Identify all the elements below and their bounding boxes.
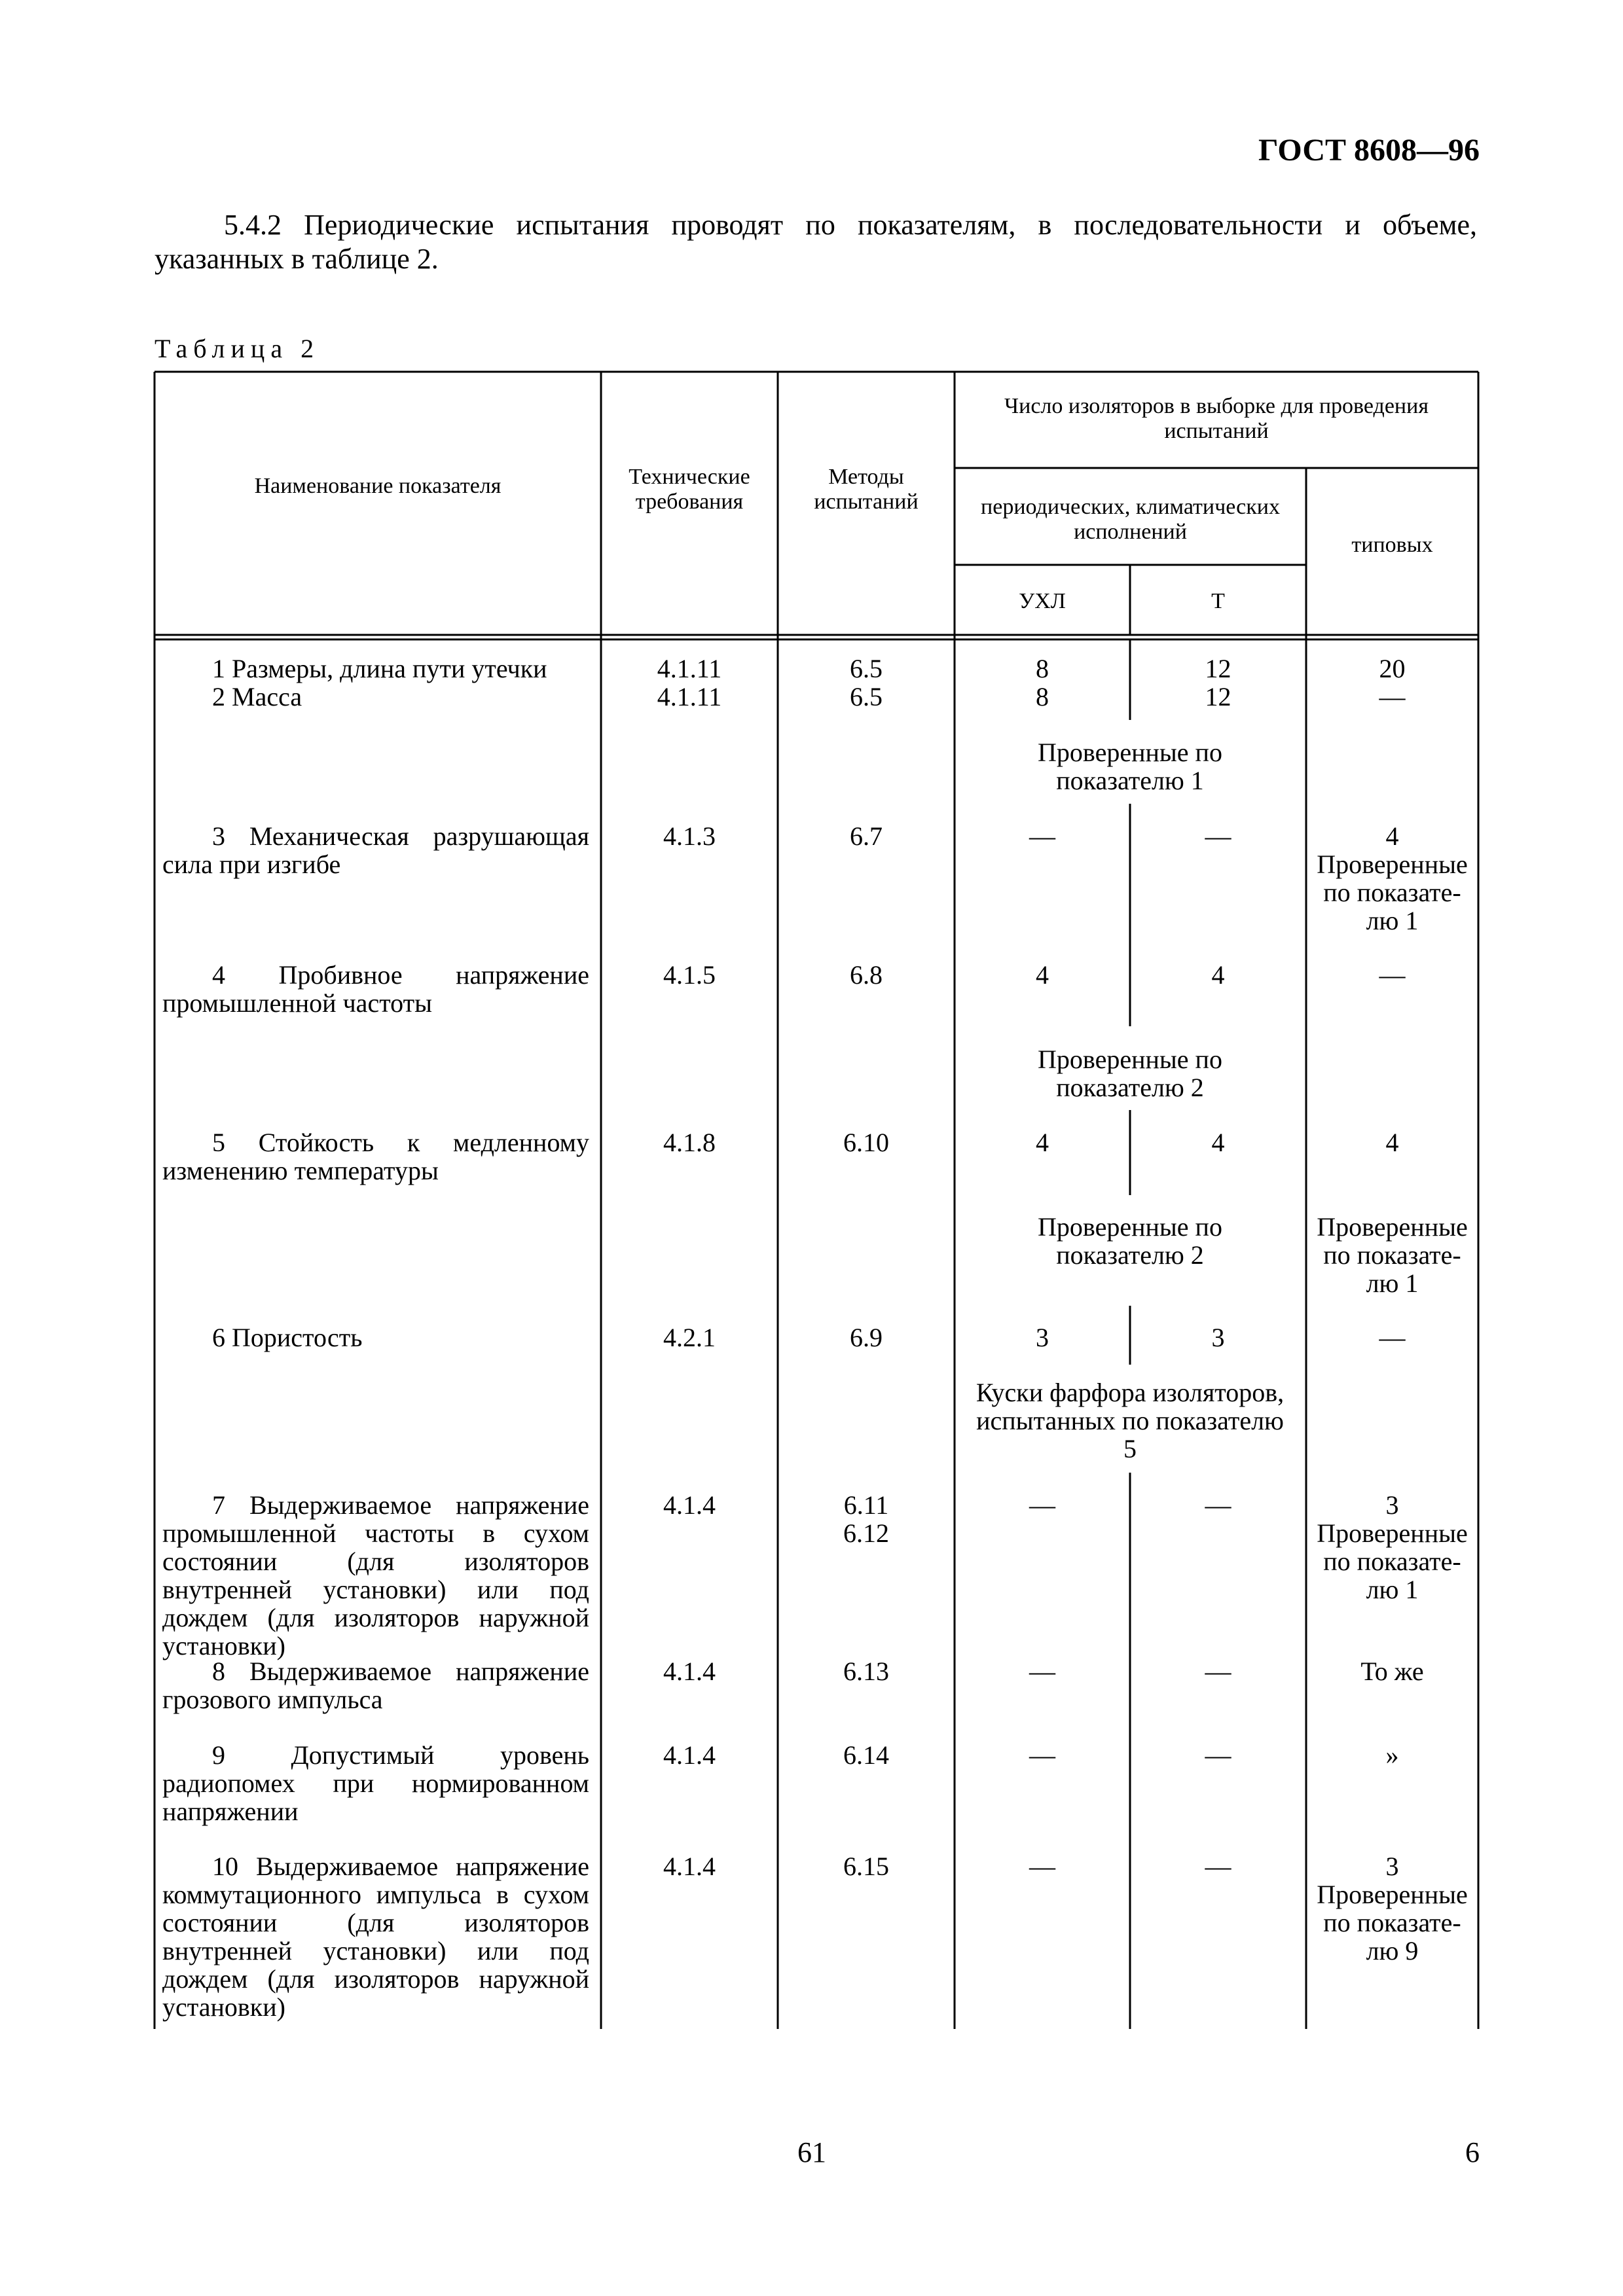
row-2-name: 2 Масса	[212, 682, 302, 711]
row-4-method: 6.8	[850, 960, 883, 990]
row-9-method: 6.14	[843, 1740, 889, 1770]
row-7-typical: 3	[1385, 1490, 1399, 1520]
row-9-t: —	[1205, 1740, 1231, 1770]
row-5-method: 6.10	[843, 1128, 889, 1157]
row-7-method-2: 6.12	[843, 1518, 889, 1548]
row-5-typical: 4	[1385, 1128, 1399, 1157]
header-name: Наименование показателя	[254, 474, 501, 498]
table-caption: Таблица 2	[155, 334, 320, 363]
row-1-uhl: 8	[1036, 654, 1049, 683]
row-7-name: 7 Выдерживаемое напряжение промышленной частоты в сухом состоянии (для изоляторов внутренней установки) или под дождем (для изоляторов наружной установки)	[162, 1490, 589, 1660]
row-6-tech: 4.2.1	[663, 1323, 716, 1352]
row-9-name: 9 Допустимый уровень радиопомех при нормированном напряжении	[162, 1740, 589, 1826]
row-3-name: 3 Механическая разрушающая сила при изгибе	[162, 821, 589, 879]
row-4-tech: 4.1.5	[663, 960, 716, 990]
header-t: Т	[1211, 589, 1225, 613]
row-7-t: —	[1205, 1490, 1231, 1520]
row-5-uhl: 4	[1036, 1128, 1049, 1157]
row-4-uhl: 4	[1036, 960, 1049, 990]
row-3-typical-note: Проверенные по показате-лю 1	[1317, 850, 1468, 935]
row-1-name: 1 Размеры, длина пути утечки	[212, 654, 547, 683]
row-7-typical-note: Проверенные по показате-лю 1	[1317, 1518, 1468, 1604]
row-10-tech: 4.1.4	[663, 1852, 716, 1881]
header-uhl: УХЛ	[1019, 589, 1066, 613]
row-3-t: —	[1205, 821, 1231, 851]
row-1-method: 6.5	[850, 654, 883, 683]
row-4-name: 4 Пробивное напряжение промышленной частоты	[162, 960, 589, 1018]
row-9-uhl: —	[1029, 1740, 1055, 1770]
row-1-typical: 20	[1379, 654, 1406, 683]
header-typical: типовых	[1351, 533, 1433, 557]
row-10-uhl: —	[1029, 1852, 1055, 1881]
note-typical-checked-by-1: Проверенные по показате-лю 1	[1317, 1212, 1468, 1298]
row-4-t: 4	[1211, 960, 1225, 990]
row-10-name: 10 Выдерживаемое напряжение коммутационного импульса в сухом состоянии (для изоляторов внутренней установки) или под дождем (для изоляторов наружной установки)	[162, 1852, 589, 2022]
row-1-t: 12	[1205, 654, 1231, 683]
row-2-typical: —	[1379, 682, 1406, 711]
row-10-t: —	[1205, 1852, 1231, 1881]
row-2-t: 12	[1205, 682, 1231, 711]
row-10-typical-note: Проверенные по показате-лю 9	[1317, 1880, 1468, 1965]
header-tech-requirements: Технические требования	[629, 465, 750, 514]
note-checked-by-2b: Проверенные по показателю 2	[1038, 1212, 1222, 1270]
row-2-method: 6.5	[850, 682, 883, 711]
row-3-tech: 4.1.3	[663, 821, 716, 851]
row-6-uhl: 3	[1036, 1323, 1049, 1352]
page-number: 61	[797, 2136, 826, 2168]
note-porcelain-pieces: Куски фарфора изоляторов, испытанных по показателю 5	[976, 1378, 1285, 1463]
row-7-tech: 4.1.4	[663, 1490, 716, 1520]
row-8-t: —	[1205, 1657, 1231, 1686]
row-9-tech: 4.1.4	[663, 1740, 716, 1770]
row-5-tech: 4.1.8	[663, 1128, 716, 1157]
row-8-name: 8 Выдерживаемое напряжение грозового импульса	[162, 1657, 589, 1714]
clause-text: 5.4.2 Периодические испытания проводят по показателям, в последовательности и объеме, указанных в таблице 2.	[155, 209, 1477, 275]
row-1-tech: 4.1.11	[657, 654, 722, 683]
row-2-uhl: 8	[1036, 682, 1049, 711]
row-6-typical: —	[1379, 1323, 1406, 1352]
row-10-method: 6.15	[843, 1852, 889, 1881]
document-code: ГОСТ 8608—96	[1258, 133, 1480, 168]
row-3-uhl: —	[1029, 821, 1055, 851]
row-8-uhl: —	[1029, 1657, 1055, 1686]
row-5-t: 4	[1211, 1128, 1225, 1157]
row-8-method: 6.13	[843, 1657, 889, 1686]
row-6-t: 3	[1211, 1323, 1225, 1352]
row-8-tech: 4.1.4	[663, 1657, 716, 1686]
row-7-method: 6.11	[843, 1490, 889, 1520]
row-5-name: 5 Стойкость к медленному изменению температуры	[162, 1128, 589, 1185]
row-2-tech: 4.1.11	[657, 682, 722, 711]
sheet-number: 6	[1465, 2136, 1480, 2168]
row-7-uhl: —	[1029, 1490, 1055, 1520]
note-checked-by-1: Проверенные по показателю 1	[1038, 738, 1222, 795]
row-6-method: 6.9	[850, 1323, 883, 1352]
row-6-name: 6 Пористость	[212, 1323, 363, 1352]
row-3-method: 6.7	[850, 821, 883, 851]
row-4-typical: —	[1379, 960, 1406, 990]
header-periodic: периодических, климатических исполнений	[981, 495, 1280, 544]
header-sample-count: Число изоляторов в выборке для проведения испытаний	[1004, 394, 1429, 443]
row-3-typical: 4	[1385, 821, 1399, 851]
row-9-typical: »	[1385, 1740, 1399, 1770]
row-10-typical: 3	[1385, 1852, 1399, 1881]
row-8-typical: То же	[1360, 1657, 1424, 1686]
note-checked-by-2: Проверенные по показателю 2	[1038, 1045, 1222, 1102]
header-test-methods: Методы испытаний	[814, 465, 919, 514]
